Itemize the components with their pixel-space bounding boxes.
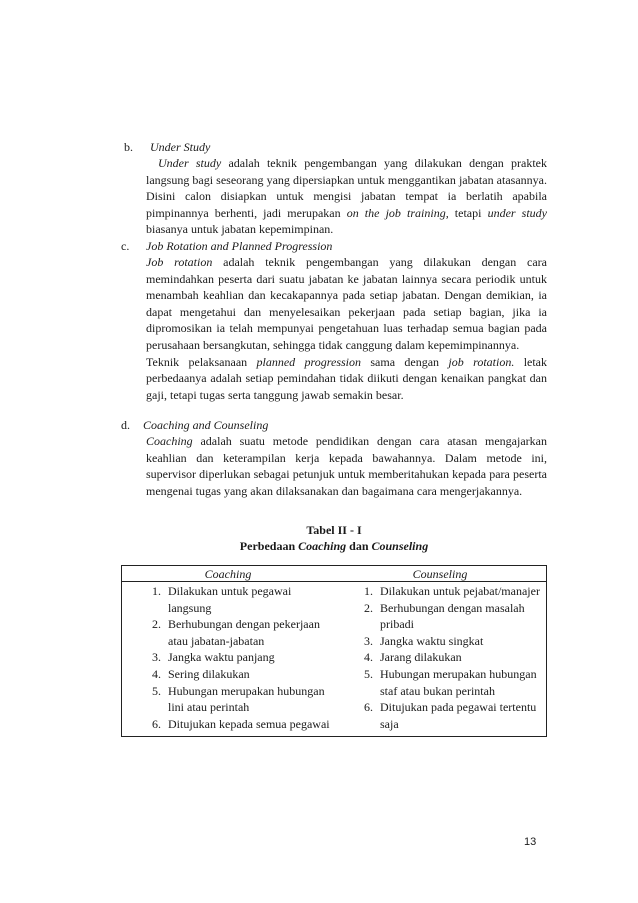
list-item: 3. Jangka waktu singkat [376, 633, 546, 650]
list-item: 4. Jarang dilakukan [376, 649, 546, 666]
text: tetapi [448, 205, 488, 220]
column-header-counseling: Counseling [334, 566, 547, 582]
paragraph [146, 354, 547, 404]
section-job-rotation [121, 238, 547, 403]
list-item: 2. Berhubungan dengan masalah pribadi [376, 600, 546, 633]
section-label: d. [121, 418, 130, 432]
section-heading [121, 238, 547, 254]
comparison-table [121, 565, 547, 737]
column-header-coaching: Coaching [122, 566, 335, 582]
page-number: 13 [524, 836, 537, 848]
list-item: 3. Jangka waktu panjang [164, 649, 334, 666]
section-title: Coaching and Counseling [143, 418, 269, 432]
list-item: 4. Sering dilakukan [164, 666, 334, 683]
term: Job rotation [146, 255, 213, 269]
term: Coaching [146, 434, 193, 448]
term: Coaching [298, 539, 347, 553]
text: sama dengan [361, 354, 449, 369]
coaching-cell [122, 582, 335, 737]
text: letak perbedaanya adalah setiap pemindahan tidak diikuti dengan kenaikan pangkat dan gaji, tetapi tugas serta tanggung jawab semakin besar. [146, 354, 548, 402]
text: dan [346, 539, 372, 553]
section-coaching-counseling [121, 417, 547, 499]
counseling-cell [334, 582, 547, 737]
paragraph [146, 254, 547, 354]
list-item: 5. Hubungan merupakan hubungan lini atau perintah [164, 683, 334, 716]
section-under-study [121, 139, 547, 238]
section-body [146, 433, 547, 499]
term: Under study [158, 156, 222, 170]
paragraph [146, 155, 547, 238]
term: job rotation. [448, 354, 515, 369]
list-item: 5. Hubungan merupakan hubungan staf atau bukan perintah [376, 666, 546, 699]
table-caption-title [121, 538, 547, 554]
text: adalah teknik pengembangan yang dilakukan dengan cara memindahkan peserta dari suatu jabatan ke jabatan lainnya secara periodik untuk menambah keahlian dan kecakapannya pada setiap jabatan. Dengan demikian, ia dapat mengetahui dan menyelesaikan pekerjaan pada setiap bagian, jika ia dipromosikan ia telah mempunyai pengetahuan luas terhadap semua bagian pada perusahaan bersangkutan, sehingga tidak canggung dalam kepemimpinannya. [146, 255, 548, 352]
section-title: Job Rotation and Planned Progression [146, 239, 333, 253]
text: adalah suatu metode pendidikan dengan cara atasan mengajarkan keahlian dan keterampilan kerja kepada bawahannya. Dalam metode ini, supervisor diperlukan sebagai petunjuk untuk memberitahukan kepada para peserta mengenai tugas yang akan dilaksanakan dan bagaimana cara mengerjakannya. [146, 434, 547, 498]
table-row [122, 582, 547, 737]
term: Counseling [371, 539, 429, 553]
section-heading [121, 139, 547, 155]
section-label: c. [121, 239, 130, 253]
list-item: 2. Berhubungan dengan pekerjaan atau jabatan-jabatan [164, 616, 334, 649]
list-item: 6. Ditujukan kepada semua pegawai [164, 716, 334, 733]
coaching-list [122, 583, 334, 732]
text: adalah teknik pengembangan yang dilakukan dengan praktek langsung bagi seseorang yang dipersiapkan untuk menggantikan jabatan atasannya. Disini calon disiapkan untuk mengisi jabatan tempat ia berlatih apabila pimpinannya berhenti, jadi merupakan [146, 156, 547, 220]
text: Teknik pelaksanaan [146, 354, 257, 369]
table-header-row [122, 566, 547, 582]
text: biasanya untuk jabatan kepemimpinan. [146, 222, 334, 237]
term: planned progression [256, 354, 361, 369]
list-item: 1. Dilakukan untuk pegawai langsung [164, 583, 334, 616]
term: on the job training, [346, 205, 449, 220]
section-heading [121, 417, 547, 433]
table-caption-number: Tabel II - I [306, 523, 362, 537]
counseling-list [334, 583, 546, 732]
term: under study [487, 205, 548, 220]
section-label: b. [124, 140, 133, 154]
section-title: Under Study [150, 140, 211, 154]
paragraph [146, 433, 547, 499]
list-item: 6. Ditujukan pada pegawai tertentu saja [376, 699, 546, 732]
list-item: 1. Dilakukan untuk pejabat/manajer [376, 583, 546, 600]
section-body [146, 254, 547, 403]
text: Perbedaan [239, 539, 299, 553]
section-body [146, 155, 547, 238]
